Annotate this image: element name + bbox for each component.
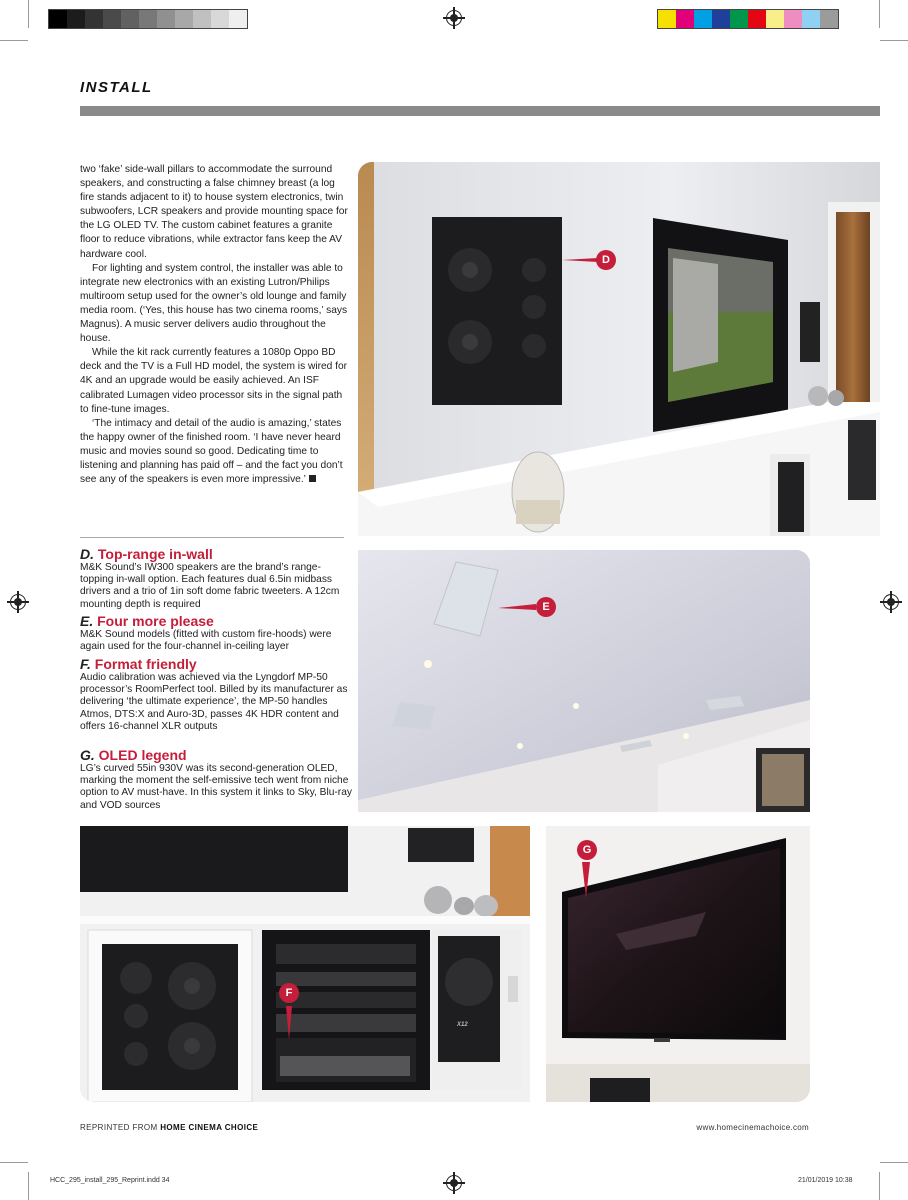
color-swatch bbox=[820, 10, 838, 28]
photo-oled-tv-illustration bbox=[546, 826, 810, 1102]
color-swatch bbox=[49, 10, 67, 28]
photo-equipment-rack-illustration bbox=[80, 826, 530, 1102]
registration-mark-left-icon bbox=[10, 594, 26, 610]
body-paragraph-text: ‘The intimacy and detail of the audio is amazing,’ states the happy owner of the finished room. ‘I have never heard music and movies sound so good. Dedicating time to listening and planning has paid off – and the fact you don’t see any of the speakers is even more impressive.’ bbox=[80, 417, 343, 486]
header-bar bbox=[80, 106, 880, 116]
caption-text: Audio calibration was achieved via the Lyngdorf MP-50 processor’s RoomPerfect tool. Billed by its manufacturer as delivering ‘the ultimate experience’, the MP-50 handles Atmos, DTS:X and Auro-3D, passes 4K HDR content and offers 16-channel XLR outputs bbox=[80, 672, 348, 732]
caption-text: M&K Sound’s IW300 speakers are the brand’s range-topping in-wall option. Each features dual 6.5in midbass drivers and a trio of 1in soft dome fabric tweeters. A 12cm mounting depth is required bbox=[80, 562, 340, 610]
color-swatch bbox=[121, 10, 139, 28]
caption-f bbox=[80, 657, 352, 733]
photo-ceiling-speakers bbox=[358, 550, 810, 812]
color-swatch bbox=[103, 10, 121, 28]
caption-title bbox=[80, 748, 352, 763]
photo-in-wall-speaker-illustration bbox=[358, 162, 880, 536]
caption-heading: Four more please bbox=[97, 613, 214, 629]
caption-letter: E. bbox=[80, 613, 94, 629]
caption-title bbox=[80, 657, 352, 672]
caption-letter: F. bbox=[80, 656, 91, 672]
caption-text: M&K Sound models (fitted with custom fire-hoods) were again used for the four-channel in-ceiling layer bbox=[80, 629, 332, 653]
caption-d bbox=[80, 547, 352, 611]
footer-publication: HOME CINEMA CHOICE bbox=[160, 1123, 259, 1132]
color-swatch bbox=[694, 10, 712, 28]
body-paragraph: two ‘fake’ side-wall pillars to accommodate the surround speakers, and constructing a false chimney breast (a log fire stands adjacent to it) to house system electronics, twin subwoofers, LCR speakers and provide mounting space for the LG OLED TV. The custom cabinet features a granite floor to reduce vibrations, while extractor fans keep the AV hardware cool. bbox=[80, 164, 348, 260]
color-swatch bbox=[784, 10, 802, 28]
body-paragraph bbox=[80, 417, 348, 487]
caption-text: LG’s curved 55in 930V was its second-generation OLED, marking the moment the self-emissive tech went from niche option to AV must-have. In this system it links to Sky, Blu-ray and VOD sources bbox=[80, 763, 352, 811]
caption-g bbox=[80, 748, 352, 812]
section-label: INSTALL bbox=[80, 79, 153, 96]
slug-filename: HCC_295_install_295_Reprint.indd 34 bbox=[50, 1177, 170, 1184]
registration-mark-right-icon bbox=[883, 594, 899, 610]
color-swatch bbox=[193, 10, 211, 28]
color-swatch bbox=[211, 10, 229, 28]
footer-website[interactable]: www.homecinemachoice.com bbox=[696, 1123, 809, 1132]
caption-heading: Top-range in-wall bbox=[97, 546, 213, 562]
color-swatch bbox=[175, 10, 193, 28]
registration-mark-bottom-icon bbox=[446, 1175, 462, 1191]
footer-reprint-prefix: REPRINTED FROM bbox=[80, 1123, 158, 1132]
photo-oled-tv bbox=[546, 826, 810, 1102]
color-swatch bbox=[658, 10, 676, 28]
registration-mark-top-icon bbox=[446, 10, 462, 26]
color-swatch bbox=[766, 10, 784, 28]
grey-color-bar bbox=[48, 9, 248, 29]
caption-title bbox=[80, 614, 352, 629]
column-divider bbox=[80, 537, 344, 538]
color-swatch bbox=[157, 10, 175, 28]
color-swatch bbox=[748, 10, 766, 28]
caption-heading: Format friendly bbox=[94, 656, 197, 672]
marker-g: G bbox=[577, 840, 597, 860]
body-paragraph: While the kit rack currently features a 1080p Oppo BD deck and the TV is a Full HD model, the system is wired for 4K and an upgrade would be easily achieved. An ISF calibrated Lumagen video processor sits in the signal path to fine-tune images. bbox=[80, 347, 348, 415]
caption-heading: OLED legend bbox=[98, 747, 187, 763]
color-swatch bbox=[67, 10, 85, 28]
body-paragraph: For lighting and system control, the installer was able to integrate new electronics with an existing Lutron/Philips multiroom setup used for the owner’s old lounge and family media room. (‘Yes, this house has two cinema rooms,’ says Magnus). A music server delivers audio throughout the house. bbox=[80, 262, 348, 345]
color-swatch bbox=[730, 10, 748, 28]
footer-reprint bbox=[80, 1123, 258, 1132]
caption-title bbox=[80, 547, 352, 562]
color-swatch bbox=[712, 10, 730, 28]
photo-equipment-rack bbox=[80, 826, 530, 1102]
process-color-bar bbox=[657, 9, 839, 29]
caption-letter: G. bbox=[80, 747, 95, 763]
color-swatch bbox=[139, 10, 157, 28]
color-swatch bbox=[85, 10, 103, 28]
marker-f: F bbox=[279, 983, 299, 1003]
marker-e: E bbox=[536, 597, 556, 617]
caption-e bbox=[80, 614, 352, 653]
subwoofer-badge: X12 bbox=[457, 1022, 468, 1028]
end-mark-icon bbox=[309, 475, 316, 482]
slug-datetime: 21/01/2019 10:38 bbox=[798, 1177, 853, 1184]
color-swatch bbox=[802, 10, 820, 28]
article-body bbox=[80, 163, 348, 487]
caption-letter: D. bbox=[80, 546, 94, 562]
photo-in-wall-speaker bbox=[358, 162, 880, 536]
photo-ceiling-speakers-illustration bbox=[358, 550, 810, 812]
color-swatch bbox=[676, 10, 694, 28]
color-swatch bbox=[229, 10, 247, 28]
marker-d: D bbox=[596, 250, 616, 270]
